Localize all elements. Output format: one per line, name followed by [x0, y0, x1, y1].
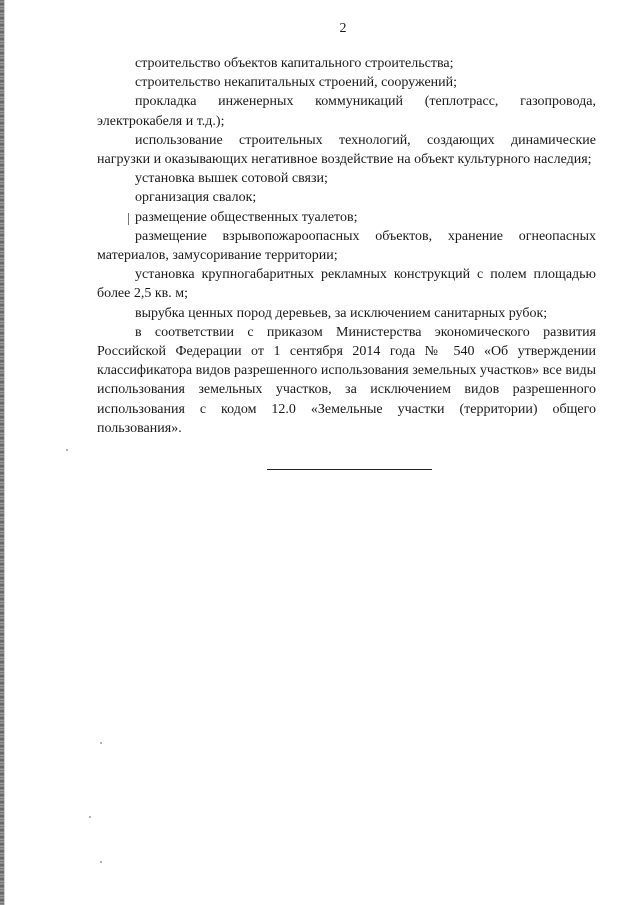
paragraph-2: строительство некапитальных строений, сооружений; — [135, 75, 458, 91]
paragraph-7: размещение общественных туалетов; — [135, 209, 358, 225]
paragraph-8: размещение взрывопожароопасных объектов, хранение огнеопасных материалов, замусоривание территории; — [97, 228, 596, 264]
paragraph-6: организация свалок; — [135, 190, 257, 206]
scan-mark — [128, 213, 129, 225]
scan-speck — [100, 861, 102, 863]
paragraph-5: установка вышек сотовой связи; — [135, 171, 328, 187]
document-body — [97, 54, 596, 438]
page-number: 2 — [339, 21, 347, 36]
paragraph-3: прокладка инженерных коммуникаций (теплотрасс, газопровода, электрокабеля и т.д.); — [97, 94, 596, 129]
scan-speck — [66, 449, 68, 451]
paragraph-4: использование строительных технологий, создающих динамические нагрузки и оказывающих негативное воздействие на объект культурного наследия; — [97, 132, 596, 168]
paragraph-1: строительство объектов капитального строительства; — [135, 56, 454, 71]
end-divider-line — [267, 469, 432, 470]
paragraph-9: установка крупногабаритных рекламных конструкций с полем площадью более 2,5 кв. м; — [97, 267, 596, 302]
scan-speck — [89, 816, 91, 818]
paragraph-10: вырубка ценных пород деревьев, за исключением санитарных рубок; — [135, 305, 548, 321]
paragraph-11: в соответствии с приказом Министерства экономического развития Российской Федерации от 1 сентября 2014 года № 540 «Об утверждении классификатора видов разрешенного использования земельных участков» все виды использования земельных участков, за исключением видов разрешенного использования с кодом 12.0 «Земельные участки (территории) общего пользования». — [97, 324, 596, 436]
scan-speck — [100, 742, 102, 744]
scan-edge-line — [4, 0, 5, 905]
